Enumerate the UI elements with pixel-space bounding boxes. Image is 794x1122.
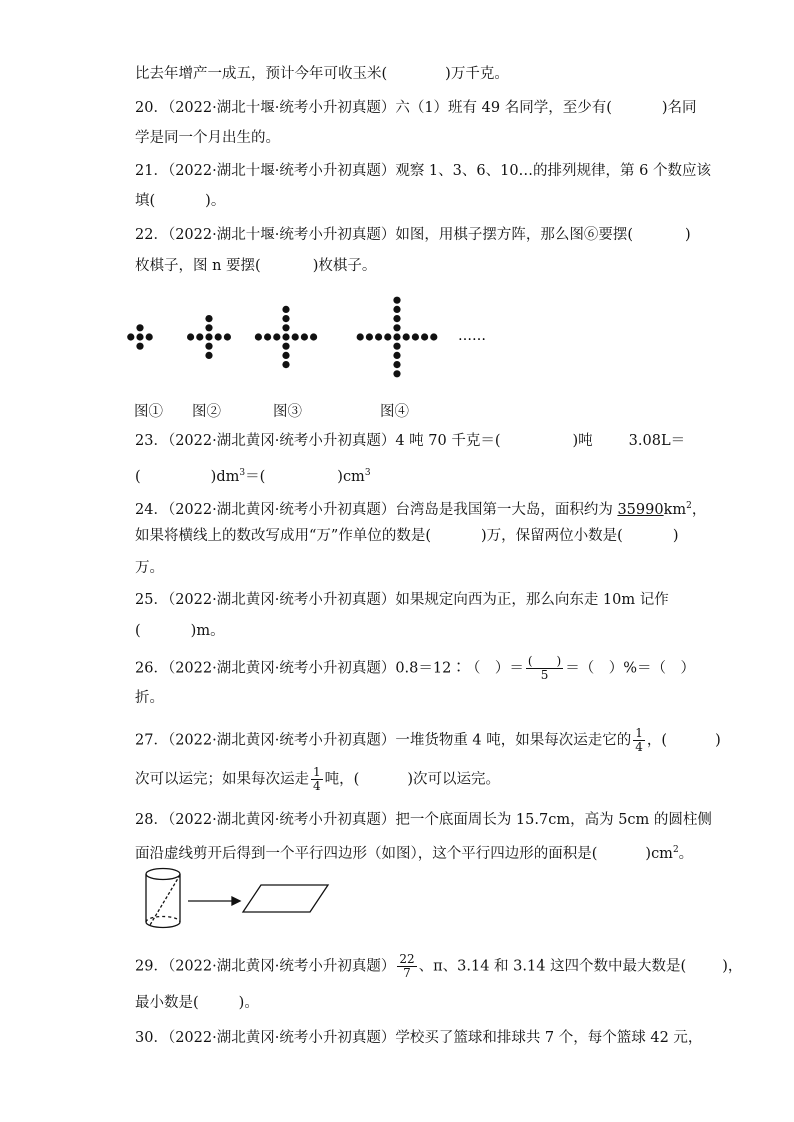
chess-piece-dot <box>215 333 222 340</box>
chess-piece-dot <box>310 333 317 340</box>
q28-text-d: 。 <box>678 845 694 862</box>
q19-tail <box>135 64 509 84</box>
q21-text: 21．（2022·湖北十堰·统考小升初真题）观察 1、3、6、10…的排列规律，第 6 个数应该 <box>135 163 711 179</box>
q20-text-end: )名同 <box>661 100 697 116</box>
chess-piece-dot <box>264 333 271 340</box>
q29-text: 29．（2022·湖北黄冈·统考小升初真题） <box>135 958 396 975</box>
figure-label-1: 图① <box>134 404 163 420</box>
q25-line1 <box>135 590 669 610</box>
q29-line1 <box>135 953 742 980</box>
fraction-numerator: ( ) <box>527 654 562 668</box>
q27-text-f: )次可以运完。 <box>407 771 500 788</box>
q29-text-e: 最小数是( <box>135 995 199 1011</box>
q21-line2 <box>135 191 225 211</box>
chess-piece-dot <box>282 306 289 313</box>
q22-text-cont: 枚棋子，图 n 要摆( <box>135 258 261 274</box>
fraction-denominator: 4 <box>635 740 643 754</box>
q28-line1 <box>135 810 712 830</box>
chess-piece-dot <box>393 361 400 368</box>
chess-piece-dot <box>393 352 400 359</box>
q20-text-cont: 学是同一个月出生的。 <box>135 130 280 146</box>
chess-piece-dot <box>282 352 289 359</box>
dot-pattern-figure <box>125 282 505 394</box>
q22-line2 <box>135 256 376 276</box>
chess-piece-dot <box>393 343 400 350</box>
q24-line2 <box>135 526 678 546</box>
parallelogram-shape <box>243 885 328 912</box>
q24-text-d: )万，保留两位小数是( <box>480 528 623 544</box>
chess-piece-dot <box>282 343 289 350</box>
superscript: 3 <box>364 468 371 478</box>
q19-text-end: )万千克。 <box>445 66 509 82</box>
chess-piece-dot <box>196 333 203 340</box>
q26-line1 <box>135 655 695 682</box>
chess-piece-dot <box>430 333 437 340</box>
chess-piece-dot <box>393 370 400 377</box>
chess-piece-dot <box>393 297 400 304</box>
q23-line1 <box>135 431 685 451</box>
q27-line1 <box>135 727 721 754</box>
q27-line2 <box>135 766 500 793</box>
q26-text-c: 折。 <box>135 690 164 706</box>
q27-text-c: ) <box>715 732 721 749</box>
q30-line1 <box>135 1028 702 1048</box>
q26-text: 26．（2022·湖北黄冈·统考小升初真题）0.8＝12∶（ ）＝ <box>135 660 524 677</box>
chess-piece-dot <box>366 333 373 340</box>
q22-text-end: )枚棋子。 <box>312 258 377 274</box>
q28-line2 <box>135 840 693 864</box>
chess-piece-dot <box>393 315 400 322</box>
chess-piece-dot <box>136 333 143 340</box>
q24-line3 <box>135 558 164 578</box>
chess-piece-dot <box>127 333 134 340</box>
superscript: 3 <box>239 468 246 478</box>
q27-text-e: 吨，( <box>324 771 360 788</box>
q29-text-b: 、π、3.14 和 3.1 <box>418 958 537 975</box>
q23-unit-dm: )dm <box>210 468 240 485</box>
q23-unit-cm: )cm <box>337 468 365 485</box>
q30-text: 30．（2022·湖北黄冈·统考小升初真题）学校买了篮球和排球共 7 个，每个篮球 42 元， <box>135 1030 703 1046</box>
repeating-digit: 4̇ <box>536 958 546 975</box>
arrow <box>188 897 240 905</box>
q27-text-b: ，( <box>646 732 668 749</box>
q23-text-c: 3.08L＝ <box>628 433 686 449</box>
chess-piece-dot <box>136 324 143 331</box>
chess-piece-dot <box>255 333 262 340</box>
q25-text: 25．（2022·湖北黄冈·统考小升初真题）如果规定向西为正，那么向东走 10m 记作 <box>135 592 669 608</box>
ellipsis: …… <box>458 328 486 344</box>
q22-text: 22．（2022·湖北十堰·统考小升初真题）如图，用棋子摆方阵，那么图⑥要摆( <box>135 227 633 243</box>
chess-piece-dot <box>375 333 382 340</box>
fraction-22-over-7 <box>397 953 416 980</box>
fraction-numerator: 22 <box>399 952 415 966</box>
chess-piece-dot <box>187 333 194 340</box>
chess-piece-dot <box>282 315 289 322</box>
chess-piece-dot <box>205 333 212 340</box>
fraction-one-quarter <box>633 727 645 754</box>
q27-text-d: 次可以运完；如果每次运走 <box>135 771 309 788</box>
q26-line2 <box>135 688 164 708</box>
chess-piece-dot <box>205 343 212 350</box>
chess-piece-dot <box>282 361 289 368</box>
chess-piece-dot <box>136 343 143 350</box>
fraction-numerator: 1 <box>313 765 321 779</box>
cylinder-shape <box>146 869 180 928</box>
chess-piece-dot <box>273 333 280 340</box>
q25-line2 <box>135 621 225 641</box>
q27-text: 27．（2022·湖北黄冈·统考小升初真题）一堆货物重 4 吨，如果每次运走它的 <box>135 732 632 749</box>
q20-line1 <box>135 98 697 118</box>
fraction-numerator: 1 <box>635 726 643 740</box>
q21-text-cont: 填( <box>135 193 156 209</box>
q19-text: 比去年增产一成五，预计今年可收玉米( <box>135 66 388 82</box>
chess-piece-dot <box>282 324 289 331</box>
q28-unit: )cm <box>645 845 673 862</box>
figure-label-3: 图③ <box>273 404 302 420</box>
chess-piece-dot <box>393 324 400 331</box>
q25-text-b: ( <box>135 623 141 639</box>
q21-text-end: )。 <box>205 193 226 209</box>
figure-label-2: 图② <box>192 404 221 420</box>
q21-line1 <box>135 161 711 181</box>
q29-line2 <box>135 993 259 1013</box>
superscript: 2 <box>672 845 679 855</box>
q24-text-b: ， <box>691 501 707 518</box>
chess-piece-dot <box>357 333 364 340</box>
chess-piece-dot <box>224 333 231 340</box>
chess-piece-dot <box>393 333 400 340</box>
q28-text: 28．（2022·湖北黄冈·统考小升初真题）把一个底面周长为 15.7cm，高为 5cm 的圆柱侧 <box>135 812 712 828</box>
fraction-blank-over-5 <box>526 655 563 682</box>
q24-unit: km <box>663 501 687 518</box>
q29-text-d: )， <box>722 958 743 975</box>
underlined-number: 35990 <box>617 501 664 518</box>
q28-text-b: 面沿虚线剪开后得到一个平行四边形（如图），这个平行四边形的面积是( <box>135 845 598 862</box>
q22-line1 <box>135 225 691 245</box>
superscript: 2 <box>686 501 692 511</box>
q20-text: 20．（2022·湖北十堰·统考小升初真题）六（1）班有 49 名同学，至少有( <box>135 100 612 116</box>
q23-text-b: )吨 <box>572 433 593 449</box>
chess-piece-dot <box>205 315 212 322</box>
chess-piece-dot <box>403 333 410 340</box>
chess-piece-dot <box>412 333 419 340</box>
chess-piece-dot <box>384 333 391 340</box>
cylinder-to-parallelogram-figure <box>140 865 340 935</box>
figure-label-4: 图④ <box>380 404 409 420</box>
chess-piece-dot <box>292 333 299 340</box>
q24-text: 24．（2022·湖北黄冈·统考小升初真题）台湾岛是我国第一大岛，面积约为 <box>135 501 618 518</box>
q23-text: 23．（2022·湖北黄冈·统考小升初真题）4 吨 70 千克＝( <box>135 433 501 449</box>
chess-piece-dot <box>205 352 212 359</box>
chess-piece-dot <box>205 324 212 331</box>
q29-text-f: )。 <box>238 995 259 1011</box>
q24-text-c: 如果将横线上的数改写成用“万”作单位的数是( <box>135 528 431 544</box>
q25-text-c: )m。 <box>190 623 225 639</box>
q29-text-c: 这四个数中最大数是( <box>545 958 687 975</box>
q20-line2 <box>135 128 280 148</box>
q23-text-f: ＝( <box>245 468 266 485</box>
chess-piece-dot <box>393 306 400 313</box>
fraction-one-quarter <box>311 766 323 793</box>
chess-piece-dot <box>146 333 153 340</box>
chess-piece-dot <box>282 333 289 340</box>
chess-piece-dot <box>301 333 308 340</box>
q26-text-b: ＝（ ）%＝（ ） <box>565 660 695 677</box>
q23-text-d: ( <box>135 468 141 485</box>
q24-line1 <box>135 496 706 520</box>
q24-text-f: 万。 <box>135 560 164 576</box>
q24-text-e: ) <box>672 528 679 544</box>
fraction-denominator: 4 <box>313 779 321 793</box>
q22-text-end: ) <box>684 227 691 243</box>
fraction-denominator: 5 <box>540 668 549 682</box>
fraction-denominator: 7 <box>403 966 411 980</box>
chess-piece-dot <box>421 333 428 340</box>
q23-line2 <box>135 463 371 487</box>
